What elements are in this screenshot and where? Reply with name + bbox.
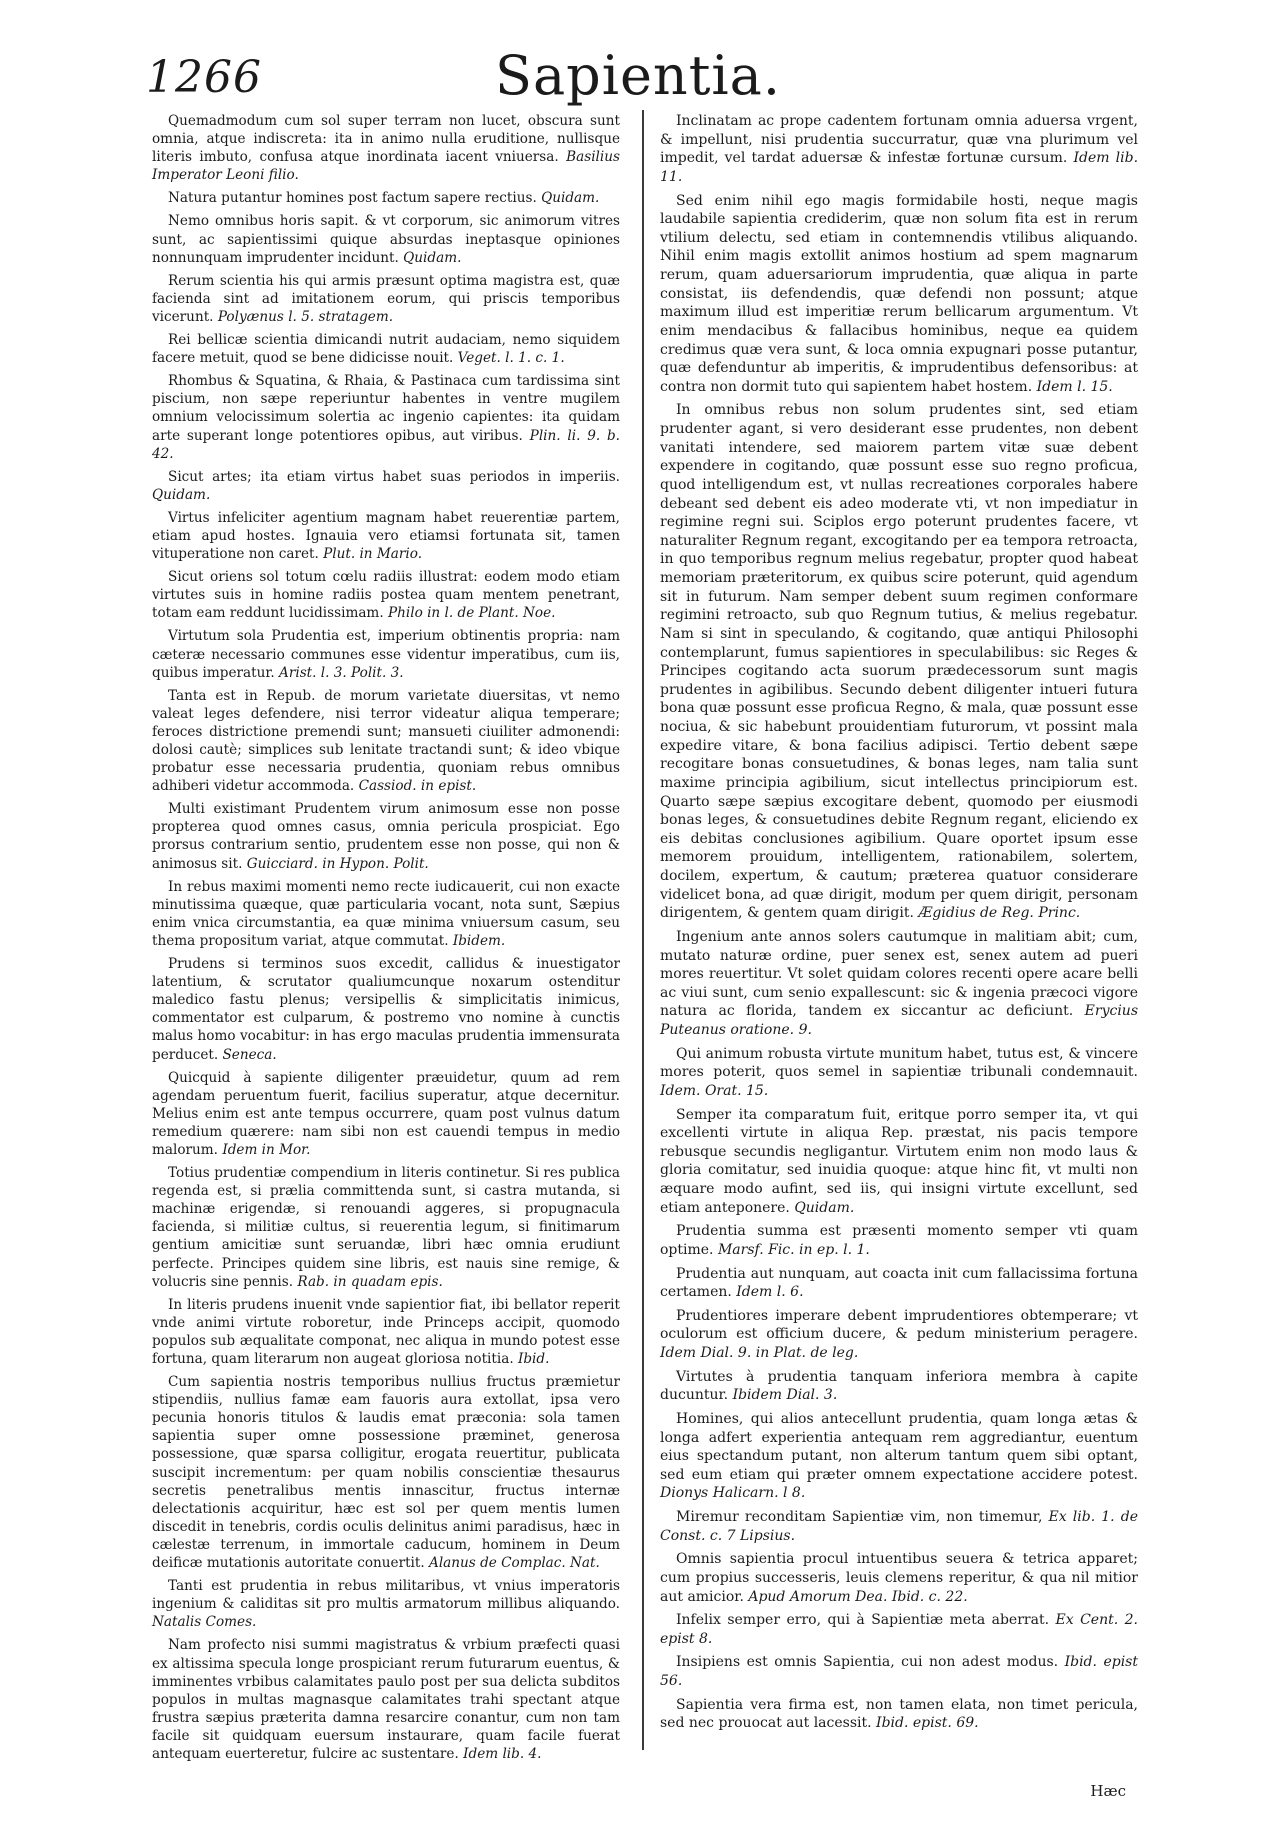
quotation-entry [152,1164,620,1291]
quotation-source: Ibidem Dial. 3. [732,1387,838,1404]
quotation-text: Prudentiores imperare debent imprudentiores obtemperare; vt oculorum est officium ducere, & pedum ministerium peragere. [660,1307,1138,1343]
quotation-entry [660,1550,1138,1606]
quotation-entry [152,1296,620,1368]
quotation-text: Prudentia summa est præsenti momento semper vti quam optime. [660,1223,1138,1258]
quotation-source: Idem in Mor. [222,1141,311,1158]
quotation-text: Ingenium ante annos solers cautumque in malitiam abit; cum, mutato naturæ ordine, puer senex est, senex autem ad pueri mores reuertitur. Vt solet quidam colores recenti opere acare belli ac viui sunt, cum senio expallescunt: sic & ingenia præcoci vigore natura ac florida, tandem ex siccantur ac deficiunt. [660,928,1138,1020]
left-column [152,112,620,1768]
quotation-text: Sapientia vera firma est, non tamen elata, non timet pericula, sed nec prouocat aut lacessit. [660,1696,1138,1732]
quotation-text: Quicquid à sapiente diligenter præuidetur, quum ad rem agendam peruentum fuerit, facilius superatur, atque decernitur. Melius enim est ante tempus occurrere, quam post vulnus datum remedium quærere: nam sibi non est cauendi tempus in medio malorum. [152,1069,620,1158]
page-title: Sapientia. [494,44,782,107]
quotation-source: Idem. Orat. 15. [660,1082,769,1099]
quotation-entry [152,955,620,1064]
quotation-source: Idem lib. 11. [660,150,1139,185]
quotation-source: Plin. li. 9. b. 42. [152,427,621,462]
quotation-source: Dionys Halicarn. l 8. [660,1485,806,1502]
quotation-source: Ex lib. 1. de Const. c. 7 Lipsius. [660,1509,1138,1544]
quotation-text: Tanti est prudentia in rebus militaribus, vt vnius imperatoris ingenium & caliditas sit pro multis armatorum millibus aliquando. [152,1578,620,1613]
quotation-text: Prudentia aut nunquam, aut coacta init cum fallacissima fortuna certamen. [660,1265,1138,1301]
quotation-source: Guicciard. in Hypon. Polit. [246,855,429,872]
quotation-text: Virtutes à prudentia tanquam inferiora membra à capite ducuntur. [660,1368,1138,1404]
quotation-source: Polyænus l. 5. stratagem. [217,308,394,325]
quotation-source: Quidam. [152,486,211,503]
quotation-text: In rebus maximi momenti nemo recte iudicauerit, cui non exacte minutissima quæque, quæ particularia vocant, nota sunt, Sæpius enim vnica circumstantia, ea quæ minima vniuersum casum, seu thema propositum variat, atque commutat. [152,878,620,949]
quotation-source: Plut. in Mario. [323,546,423,563]
quotation-text: Totius prudentiæ compendium in literis continetur. Si res publica regenda est, si prælia committenda sunt, si castra mutanda, si machinæ erigendæ, si renouandi aggeres, si propugnacula facienda, si militiæ cultus, si reuerentia legum, si finitimarum gentium amicitiæ sunt seruandæ, libri hæc omnia erudiunt perfecte. Principes quidem sine libris, est nauis sine remige, & volucris sine pennis. [152,1165,620,1290]
quotation-entry [660,1653,1138,1690]
quotation-source: Erycius Puteanus oratione. 9. [660,1003,1139,1038]
quotation-source: Veget. l. 1. c. 1. [457,350,565,367]
quotation-source: Ibid. [517,1351,550,1367]
quotation-source: Quidam. [541,190,600,207]
quotation-text: Inclinatam ac prope cadentem fortunam omnia aduersa vrgent, & impellunt, nisi prudentia succurratur, quæ vna plurimum vel impedit, vel tardat aduersæ & infestæ fortunæ cursum. [660,113,1138,167]
quotation-entry [152,627,620,681]
quotation-entry [660,192,1138,397]
quotation-entry [660,401,1138,923]
catchword: Hæc [1090,1782,1126,1800]
quotation-source: Apud Amorum Dea. Ibid. c. 22. [748,1588,968,1605]
quotation-source: Basilius Imperator Leoni filio. [152,149,620,184]
quotation-entry [152,1069,620,1159]
quotation-source: Idem l. 6. [736,1284,804,1301]
column-divider [642,110,644,1750]
quotation-text: Sicut oriens sol totum cœlu radiis illustrat: eodem modo etiam virtutes suis in homine radiis postea quam mentem penetrant, totam eam reddunt lucidissimam. [152,569,620,622]
quotation-text: In literis prudens inuenit vnde sapientior fiat, ibi bellator reperit vnde animi virtute roboretur, inde Princeps accipit, quomodo populos sub æqualitate componat, nec aliqua in mundo potest esse fortuna, quam literarum non augeat gloriosa notitia. [152,1296,620,1367]
quotation-source: Ibid. epist 56. [660,1654,1138,1689]
quotation-source: Alanus de Complac. Nat. [429,1555,600,1572]
quotation-text: Omnis sapientia procul intuentibus seuera & tetrica apparet; cum propius successeris, leuis clemens reperitur, & qua nil mitior aut amicior. [660,1551,1138,1605]
quotation-text: Miremur reconditam Sapientiæ vim, non timemur, [676,1509,1043,1525]
quotation-source: Philo in l. de Plant. Noe. [387,605,556,622]
right-column [660,112,1138,1738]
quotation-entry [660,1045,1138,1101]
quotation-entry [152,468,620,504]
quotation-text: Qui animum robusta virtute munitum habet, tutus est, & vincere mores poterit, quos semel in sapientiæ tribunali condemnauit. [660,1045,1138,1081]
quotation-text: Virtus infeliciter agentium magnam habet reuerentiæ partem, etiam apud hostes. Ignauia vero etiamsi fortunata sit, tamen vituperatione non caret. [152,509,620,563]
quotation-source: Quidam. [403,249,462,266]
quotation-source: Marsf. Fic. in ep. l. 1. [717,1241,870,1258]
quotation-source: Seneca. [222,1046,277,1063]
quotation-entry [660,1106,1138,1218]
quotation-text: Nemo omnibus horis sapit. & vt corporum, sic animorum vitres sunt, ac sapientissimi quique absurdas ineptasque opiniones nonnunquam imprudenter incidunt. [152,213,620,266]
quotation-entry [660,1222,1138,1259]
quotation-text: Prudens si terminos suos excedit, callidus & inuestigator latentium, & scrutator qualiumcunque noxarum ostenditur maledico fastu plenus; versipellis & simplicitatis inimicus, commentator est culparum, & postremo vno nomine à cunctis malus homo vocabitur: in has ergo maculas prudentia immensurata perducet. [152,956,620,1063]
quotation-source: Ex Cent. 2. epist 8. [660,1612,1138,1647]
quotation-source: Natalis Comes. [152,1614,257,1631]
quotation-text: Multi existimant Prudentem virum animosum esse non posse propterea quod omnes casus, omnia pericula prospiciat. Ego prorsus contrarium sentio, prudentem esse non posse, qui non & animosus sit. [152,801,620,872]
quotation-entry [660,928,1138,1040]
quotation-text: Quemadmodum cum sol super terram non lucet, obscura sunt omnia, atque indiscreta: ita in animo nulla eruditione, nullisque literis imbuto, confusa atque inordinata iacent vniuersa. [152,113,620,166]
quotation-text: Semper ita comparatum fuit, eritque porro semper ita, vt qui excellenti virtute in aliqua Rep. præstat, nis pacis tempore rebusque secundis negligantur. Virtutem enim non modo laus & gloria comitatur, sed inuidia quoque: atque hinc fit, vt multi non æquare modo aufint, sed iis, qui insigni virtute excellunt, sed etiam anteponere. [660,1106,1138,1216]
quotation-source: Cassiod. in epist. [358,778,477,795]
quotation-text: Nam profecto nisi summi magistratus & vrbium præfecti quasi ex altissima specula longe prospiciant rerum futurarum euentus, & imminentes vrbibus calamitates paulo post per sua delicta subditos populos in multas magnasque calamitates trahi spectant atque frustra sæpius præterita damna resarcire conantur, cum non tam facile sit quidquam euersum instaurare, quam facile fuerat antequam euerteretur, fulcire ac sustentare. [152,1637,620,1762]
quotation-entry [660,1696,1138,1733]
quotation-text: Sicut artes; ita etiam virtus habet suas periodos in imperiis. [168,468,620,485]
quotation-entry [152,687,620,796]
quotation-source: Quidam. [794,1199,855,1216]
quotation-entry [660,1611,1138,1648]
quotation-source: Ibid. epist. 69. [876,1715,979,1732]
quotation-text: Insipiens est omnis Sapientia, cui non adest modus. [676,1654,1059,1671]
quotation-text: Infelix semper erro, qui à Sapientiæ meta aberrat. [676,1612,1050,1629]
quotation-entry [152,509,620,563]
quotation-source: Ibidem. [452,932,506,949]
quotation-source: Ægidius de Reg. Princ. [918,905,1081,922]
quotation-text: In omnibus rebus non solum prudentes sint, sed etiam prudenter agant, si vero desiderant esse prudentes, non debent vanitati intendere, sed maiorem partem vitæ suæ debent expendere in cogitando, quæ possunt esse suo regno proficua, quod intelligendum est, vt nullas recreationes corporales habere debeant sed debent eis adeo moderate vti, vt non impediatur in regimine regni sui. Sciplos ergo poterunt prudentes facere, vt naturaliter Regnum regant, excogitando per ea tempora retroacta, in quo temporibus regnum melius regebatur, propter quod habeat memoriam præteritorum, ex quibus scire poterunt, quid agendum sit in futurum. Nam semper debent suum regimen conformare regimini retroacto, sub quo Regnum tutius, & melius regebatur. Nam si sint in speculando, & cogitando, quæ antiqui Philosophi contemplarunt, fumus sapientiores in speculabilibus: sic Reges & Principes cogitando acta suorum prædecessorum sunt magis prudentes in agibilibus. Secundo debent diligenter intueri futura bona quæ possunt esse proficua Regno, & mala, quæ possunt esse nociua, & sic habebunt prouidentiam futurorum, vt possint mala expedire vitare, & bona facilius adipisci. Tertio debent sæpe recogitare bonas consuetudines, & bonas leges, nam talia sunt maxime principia agibilium, sicut intellectus principiorum est. Quarto sæpe sæpius excogitare debent, quomodo per eiusmodi bonas leges, & consuetudines debite Regnum regant, eliciendo ex eis debitas conclusiones agibilium. Quare oportet ipsum esse memorem prouidum, intelligentem, rationabilem, solertem, docilem, expertum, & cautum; præterea quatuor considerare videlicet bona, ad quæ dirigit, modum per quem dirigit, personam dirigentem, & gentem quam dirigit. [660,402,1138,922]
quotation-text: Homines, qui alios antecellunt prudentia, quam longa ætas & longa adfert experientia antequam rem aggrediantur, euentum eius spectandum putant, non alterum tantum quem sibi optant, sed eum etiam qui præter omnem expectatione accidere potest. [660,1410,1138,1483]
quotation-entry [660,112,1138,187]
quotation-entry [660,1307,1138,1363]
quotation-source: Idem Dial. 9. in Plat. de leg. [660,1345,859,1361]
quotation-text: Cum sapientia nostris temporibus nullius fructus præmietur stipendiis, nullius famæ eam fauoris aura extollat, ipsa vero pecunia honoris titulos & laudis emat præconia: sola tamen sapientia super omne possessione præminet, generosa possessione, quæ sparsa colligitur, erogata reuertitur, publicata suscipit incrementum: per quam nobilis conscientiæ thesaurus secretis penetralibus mentis innascitur, fructus internæ delectationis acquiritur, hæc est sol per quem mentis lumen discedit in tenebris, cordis oculis delinitus animi paradisus, hæc in cælestæ terrenum, in immortale caducum, hominem in Deum deificæ mutationis autoritate conuertit. [152,1374,620,1572]
quotation-entry [152,189,620,207]
quotation-entry [152,568,620,622]
quotation-entry [152,800,620,872]
quotation-entry [152,1636,620,1763]
quotation-source: Idem l. 15. [1036,378,1113,395]
quotation-text: Tanta est in Repub. de morum varietate diuersitas, vt nemo valeat leges defendere, nisi terror videatur aliqua temperare; feroces districtione premendi sunt; mansueti ciuiliter admonendi: dolosi cautè; simplices sub lenitate tractandi sunt; & ideo vbique probatur esse necessaria prudentia, quoniam rebus omnibus adhiberi videtur accommoda. [152,687,620,795]
quotation-entry [152,331,620,367]
quotation-text: Virtutum sola Prudentia est, imperium obtinentis propria: nam cæteræ necessario communes esse videntur imperatibus, cum iis, quibus imperatur. [152,628,620,681]
quotation-entry [152,112,620,184]
quotation-entry [660,1368,1138,1405]
quotation-text: Rhombus & Squatina, & Rhaia, & Pastinaca cum tardissima sint piscium, non sæpe reperiuntur habentes in ventre mugilem omnium velocissimum solertia ac ingenio capientes: ita quidam arte superant longe potentiores opibus, aut viribus. [152,373,620,444]
quotation-source: Rab. in quadam epis. [297,1273,443,1290]
quotation-entry [152,1577,620,1631]
page-number: 1266 [146,52,262,103]
quotation-source: Arist. l. 3. Polit. 3. [279,664,404,681]
quotation-text: Rei bellicæ scientia dimicandi nutrit audaciam, nemo siquidem facere metuit, quod se bene didicisse nouit. [152,332,620,367]
quotation-text: Rerum scientia his qui armis præsunt optima magistra est, quæ facienda sint ad imitationem eorum, qui priscis temporibus vicerunt. [152,272,620,325]
quotation-text: Natura putantur homines post factum sapere rectius. [168,190,537,207]
quotation-entry [660,1265,1138,1302]
quotation-entry [660,1410,1138,1503]
quotation-entry [152,272,620,326]
quotation-text: Sed enim nihil ego magis formidabile hosti, neque magis laudabile sapientia crediderim, quæ non solum fita est in rerum vtilium delectu, sed etiam in contemnendis vtilibus aliquando. Nihil enim magis extollit animos hostium ad spem magnarum rerum, quam aduersariorum imprudentia, quæ aliqua in parte consistat, iis defendendis, quæ defendi non possunt; atque maximum illud est imperitiæ rerum bellicarum argumentum. Vt enim mendacibus & fallacibus hominibus, neque ea quidem credimus quæ vera sunt, & loca omnia expugnari posse putantur, quæ defenduntur ab imperitis, & imprudentibus defensoribus: at contra non dormit tuto qui sapientem habet hostem. [660,192,1138,395]
quotation-entry [152,372,620,462]
quotation-entry [660,1508,1138,1545]
quotation-source: Idem lib. 4. [463,1745,542,1762]
quotation-entry [152,212,620,266]
quotation-entry [152,1373,620,1572]
quotation-entry [152,878,620,950]
